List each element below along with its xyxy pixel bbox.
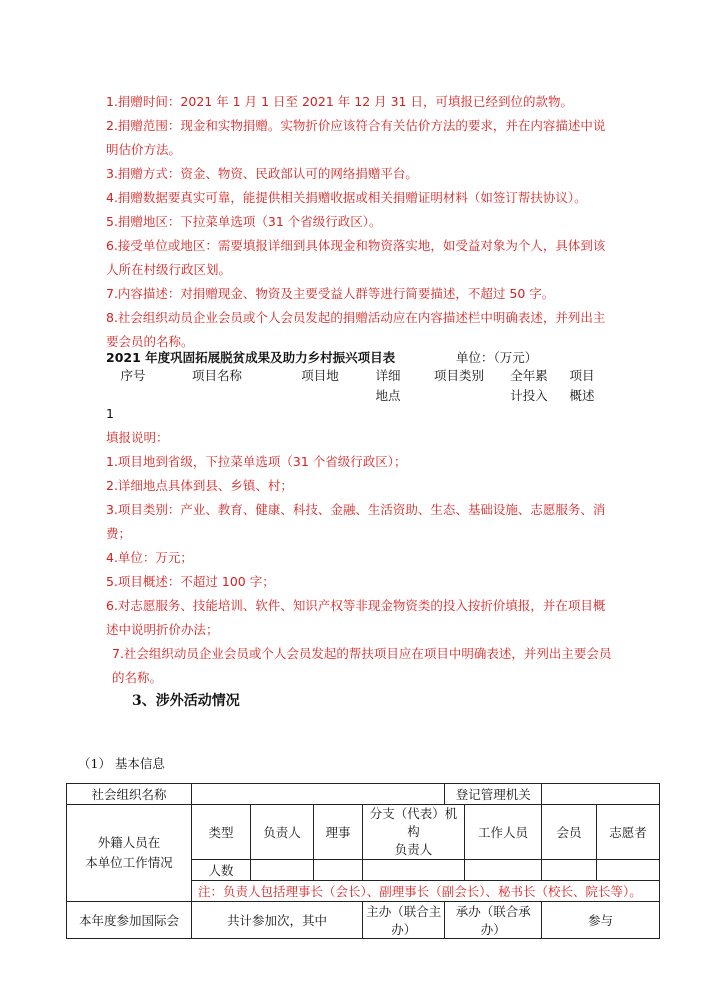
header-project-location: 项目地 (301, 368, 339, 383)
donation-note-2: 2.捐赠范围：现金和实物捐赠。实物折价应该符合有关估价方法的要求，并在内容描述中说明估价方法。 (106, 118, 606, 157)
count-director[interactable] (314, 860, 363, 881)
col-header-branch-leader: 分支（代表）机构 负责人 (363, 805, 465, 860)
donation-note-1: 1.捐赠时间：2021 年 1 月 1 日至 2021 年 12 月 31 日，可填报已经到位的款物。 (106, 94, 573, 109)
basic-info-table (66, 783, 660, 939)
fill-notes-title: 填报说明： (106, 430, 169, 445)
donation-note-6: 6.接受单位或地区：需要填报详细到具体现金和物资落实地，如受益对象为个人，具体到该人所在村级行政区划。 (106, 238, 606, 277)
header-project-overview: 项目 概述 (569, 368, 595, 403)
fill-note-3: 3.项目类别：产业、教育、健康、科技、金融、生活资助、生态、基础设施、志愿服务、消费； (106, 502, 606, 541)
count-label: 人数 (192, 860, 251, 881)
header-detail-location: 详细 地点 (375, 368, 401, 403)
intl-meeting-label: 本年度参加国际会 (67, 902, 192, 939)
leader-note: 注：负责人包括理事长（会长）、副理事长（副会长）、秘书长（校长、院长等）。 (192, 881, 660, 902)
header-project-name: 项目名称 (191, 368, 242, 383)
donation-note-7: 7.内容描述：对捐赠现金、物资及主要受益人群等进行简要描述，不超过 50 字。 (106, 286, 555, 301)
col-header-director: 理事 (314, 805, 363, 860)
col-header-member: 会员 (542, 805, 597, 860)
project-table-unit: 单位：（万元） (456, 350, 538, 365)
project-table-title-text: 2021 年度巩固拓展脱贫成果及助力乡村振兴项目表 (106, 350, 396, 365)
reg-authority-value[interactable] (542, 784, 660, 805)
org-name-label: 社会组织名称 (67, 784, 192, 805)
project-row-number: 1 (106, 406, 114, 421)
header-seq: 序号 (120, 368, 146, 383)
donation-note-5: 5.捐赠地区：下拉菜单选项（31 个省级行政区）。 (106, 214, 382, 229)
subsection-title-basic-info: （1） 基本信息 (78, 756, 165, 771)
count-member[interactable] (542, 860, 597, 881)
fill-note-1: 1.项目地到省级，下拉菜单选项（31 个省级行政区）； (106, 454, 407, 469)
donation-note-3: 3.捐赠方式：资金、物资、民政部认可的网络捐赠平台。 (106, 166, 418, 181)
header-annual-input: 全年累 计投入 (510, 368, 548, 403)
intl-undertake-label: 承办（联合承办） (445, 902, 542, 939)
header-project-category: 项目类别 (433, 368, 484, 383)
foreign-staff-label: 外籍人员在 本单位工作情况 (67, 805, 192, 902)
count-leader[interactable] (251, 860, 314, 881)
reg-authority-label: 登记管理机关 (445, 784, 542, 805)
fill-note-6: 6.对志愿服务、技能培训、软件、知识产权等非现金物资类的投入按折价填报，并在项目概述中说明折价办法； (106, 598, 606, 637)
intl-participate-label: 参与 (542, 902, 660, 939)
section-title-foreign-activities: 3、涉外活动情况 (132, 693, 240, 709)
fill-note-4: 4.单位：万元； (106, 550, 193, 565)
count-branch-leader[interactable] (363, 860, 465, 881)
fill-note-5: 5.项目概述：不超过 100 字； (106, 574, 275, 589)
col-header-volunteer: 志愿者 (597, 805, 660, 860)
type-label: 类型 (192, 805, 251, 860)
project-table-title (106, 348, 626, 366)
donation-note-4: 4.捐赠数据要真实可靠，能提供相关捐赠收据或相关捐赠证明材料（如签订帮扶协议）。 (106, 190, 587, 205)
org-name-value[interactable] (192, 784, 445, 805)
col-header-staff: 工作人员 (465, 805, 542, 860)
intl-total-label: 共计参加次，其中 (192, 902, 363, 939)
count-volunteer[interactable] (597, 860, 660, 881)
col-header-leader: 负责人 (251, 805, 314, 860)
donation-note-8: 8.社会组织动员企业会员或个人会员发起的捐赠活动应在内容描述栏中明确表述，并列出主要会员的名称。 (106, 310, 606, 349)
fill-note-7: 7.社会组织动员企业会员或个人会员发起的帮扶项目应在项目中明确表述，并列出主要会员的名称。 (112, 646, 612, 685)
intl-host-label: 主办（联合主办） (363, 902, 445, 939)
fill-note-2: 2.详细地点具体到县、乡镇、村； (106, 478, 293, 493)
count-staff[interactable] (465, 860, 542, 881)
